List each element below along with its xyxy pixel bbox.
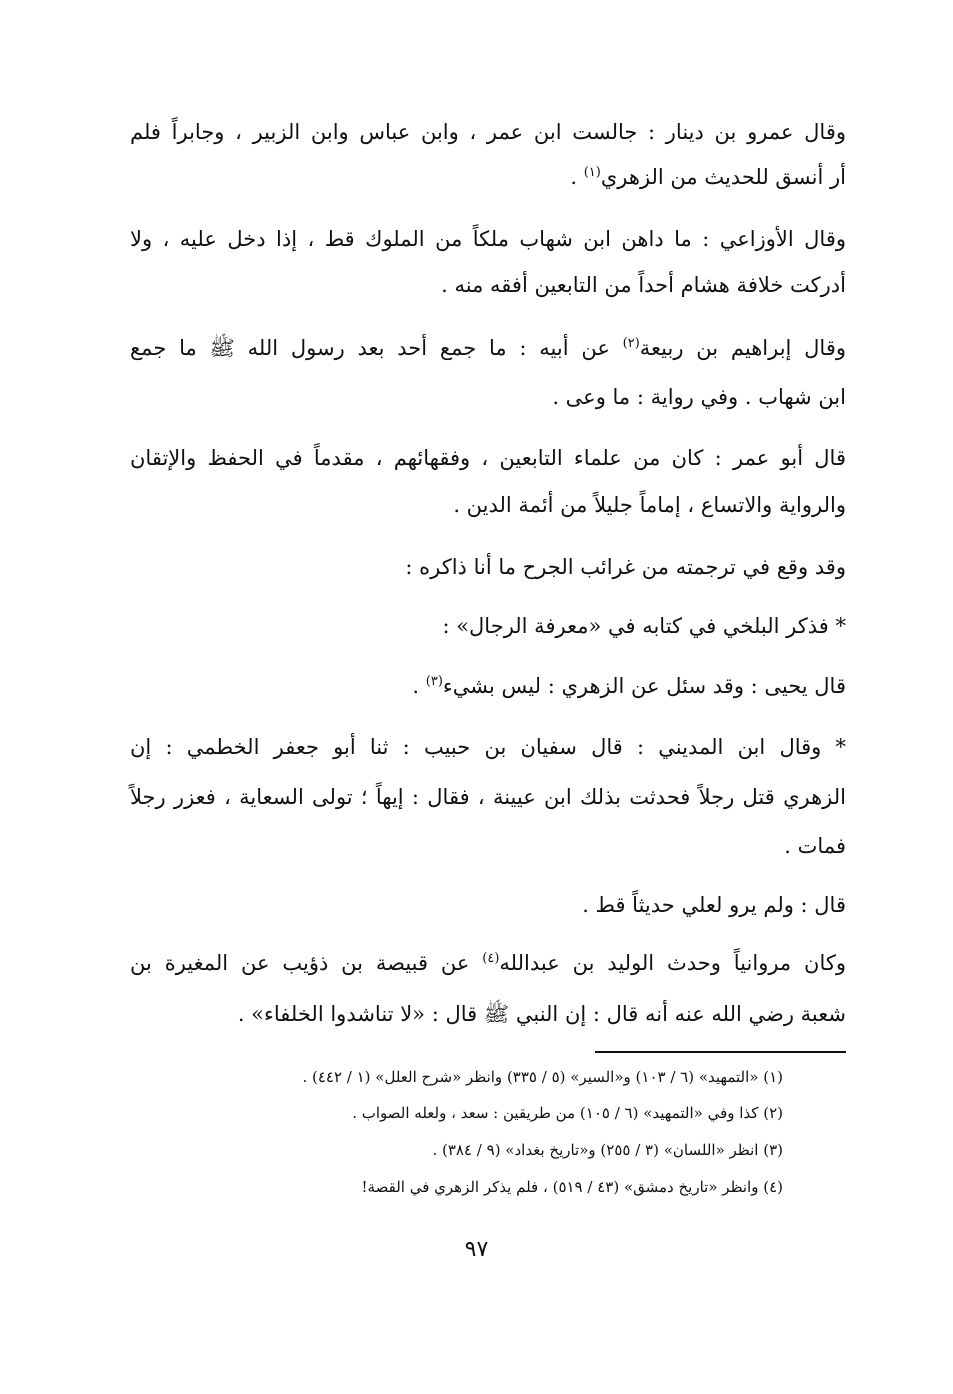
p10-line1-b: عن قبيصة بن ذؤيب عن المغيرة بن: [130, 951, 483, 975]
p7-line1-end: .: [412, 674, 426, 698]
p8-line2: الزهري قتل رجلاً فحدثت بذلك ابن عيينة ، فقال : إيهاً ؛ تولى السعاية ، فعزر رجلاً: [130, 785, 846, 809]
p1-line2: [570, 162, 846, 192]
p10-line2: شعبة رضي الله عنه أنه قال : إن النبي ﷺ قال : «لا تناشدوا الخلفاء» .: [237, 1002, 846, 1026]
p1-line1: وقال عمرو بن دينار : جالست ابن عمر ، وابن عباس وابن الزبير ، وجابراً فلم: [130, 120, 846, 144]
footnote-ref-1: (١): [583, 165, 601, 180]
p1-line2-end: .: [570, 165, 584, 189]
p1-line2-text: أر أنسق للحديث من الزهري: [600, 165, 846, 189]
p3-line1-a: وقال إبراهيم بن ربيعة: [639, 336, 846, 360]
p2-line1: وقال الأوزاعي : ما داهن ابن شهاب ملكاً من الملوك قط ، إذا دخل عليه ، ولا: [130, 227, 846, 251]
p5-line1: وقد وقع في ترجمته من غرائب الجرح ما أنا ذاكره :: [405, 555, 846, 579]
p10-line1-a: وكان مروانياً وحدث الوليد بن عبدالله: [499, 951, 846, 975]
footnote-ref-2: (٢): [622, 336, 640, 351]
footnote-3: (٣) انظر «اللسان» (٣ / ٢٥٥) و«تاريخ بغداد» (٩ / ٣٨٤) .: [432, 1141, 783, 1159]
p7-line1: [412, 671, 846, 701]
p4-line2: والرواية والاتساع ، إماماً جليلاً من أئمة الدين .: [453, 493, 846, 517]
p7-line1-text: قال يحيى : وقد سئل عن الزهري : ليس بشيء: [442, 674, 846, 698]
footnote-4: (٤) وانظر «تاريخ دمشق» (٤٣ / ٥١٩) ، فلم يذكر الزهري في القصة!: [361, 1178, 783, 1196]
p10-line1: [130, 948, 846, 978]
footnote-2: (٢) كذا وفي «التمهيد» (٦ / ١٠٥) من طريقين : سعد ، ولعله الصواب .: [352, 1104, 783, 1122]
footnote-ref-4: (٤): [482, 951, 500, 966]
p3-line1-b: عن أبيه : ما جمع أحد بعد رسول الله ﷺ ما جمع: [130, 336, 623, 360]
p3-line2: ابن شهاب . وفي رواية : ما وعى .: [552, 385, 846, 409]
p8-line3: فمات .: [784, 834, 846, 858]
p8-line1: * وقال ابن المديني : قال سفيان بن حبيب : ثنا أبو جعفر الخطمي : إن: [130, 735, 846, 759]
p2-line2: أدركت خلافة هشام أحداً من التابعين أفقه منه .: [441, 273, 846, 297]
footnote-ref-3: (٣): [425, 674, 443, 689]
footnote-separator: [595, 1051, 846, 1053]
page-number: ٩٧: [464, 1237, 489, 1262]
p4-line1: قال أبو عمر : كان من علماء التابعين ، وفقهائهم ، مقدماً في الحفظ والإتقان: [130, 446, 846, 470]
p9-line1: قال : ولم يرو لعلي حديثاً قط .: [582, 893, 846, 917]
p3-line1: [130, 333, 846, 363]
footnote-1: (١) «التمهيد» (٦ / ١٠٣) و«السير» (٥ / ٣٣٥) وانظر «شرح العلل» (١ / ٤٤٢) .: [302, 1068, 783, 1086]
p6-line1: * فذكر البلخي في كتابه في «معرفة الرجال» :: [442, 614, 846, 638]
